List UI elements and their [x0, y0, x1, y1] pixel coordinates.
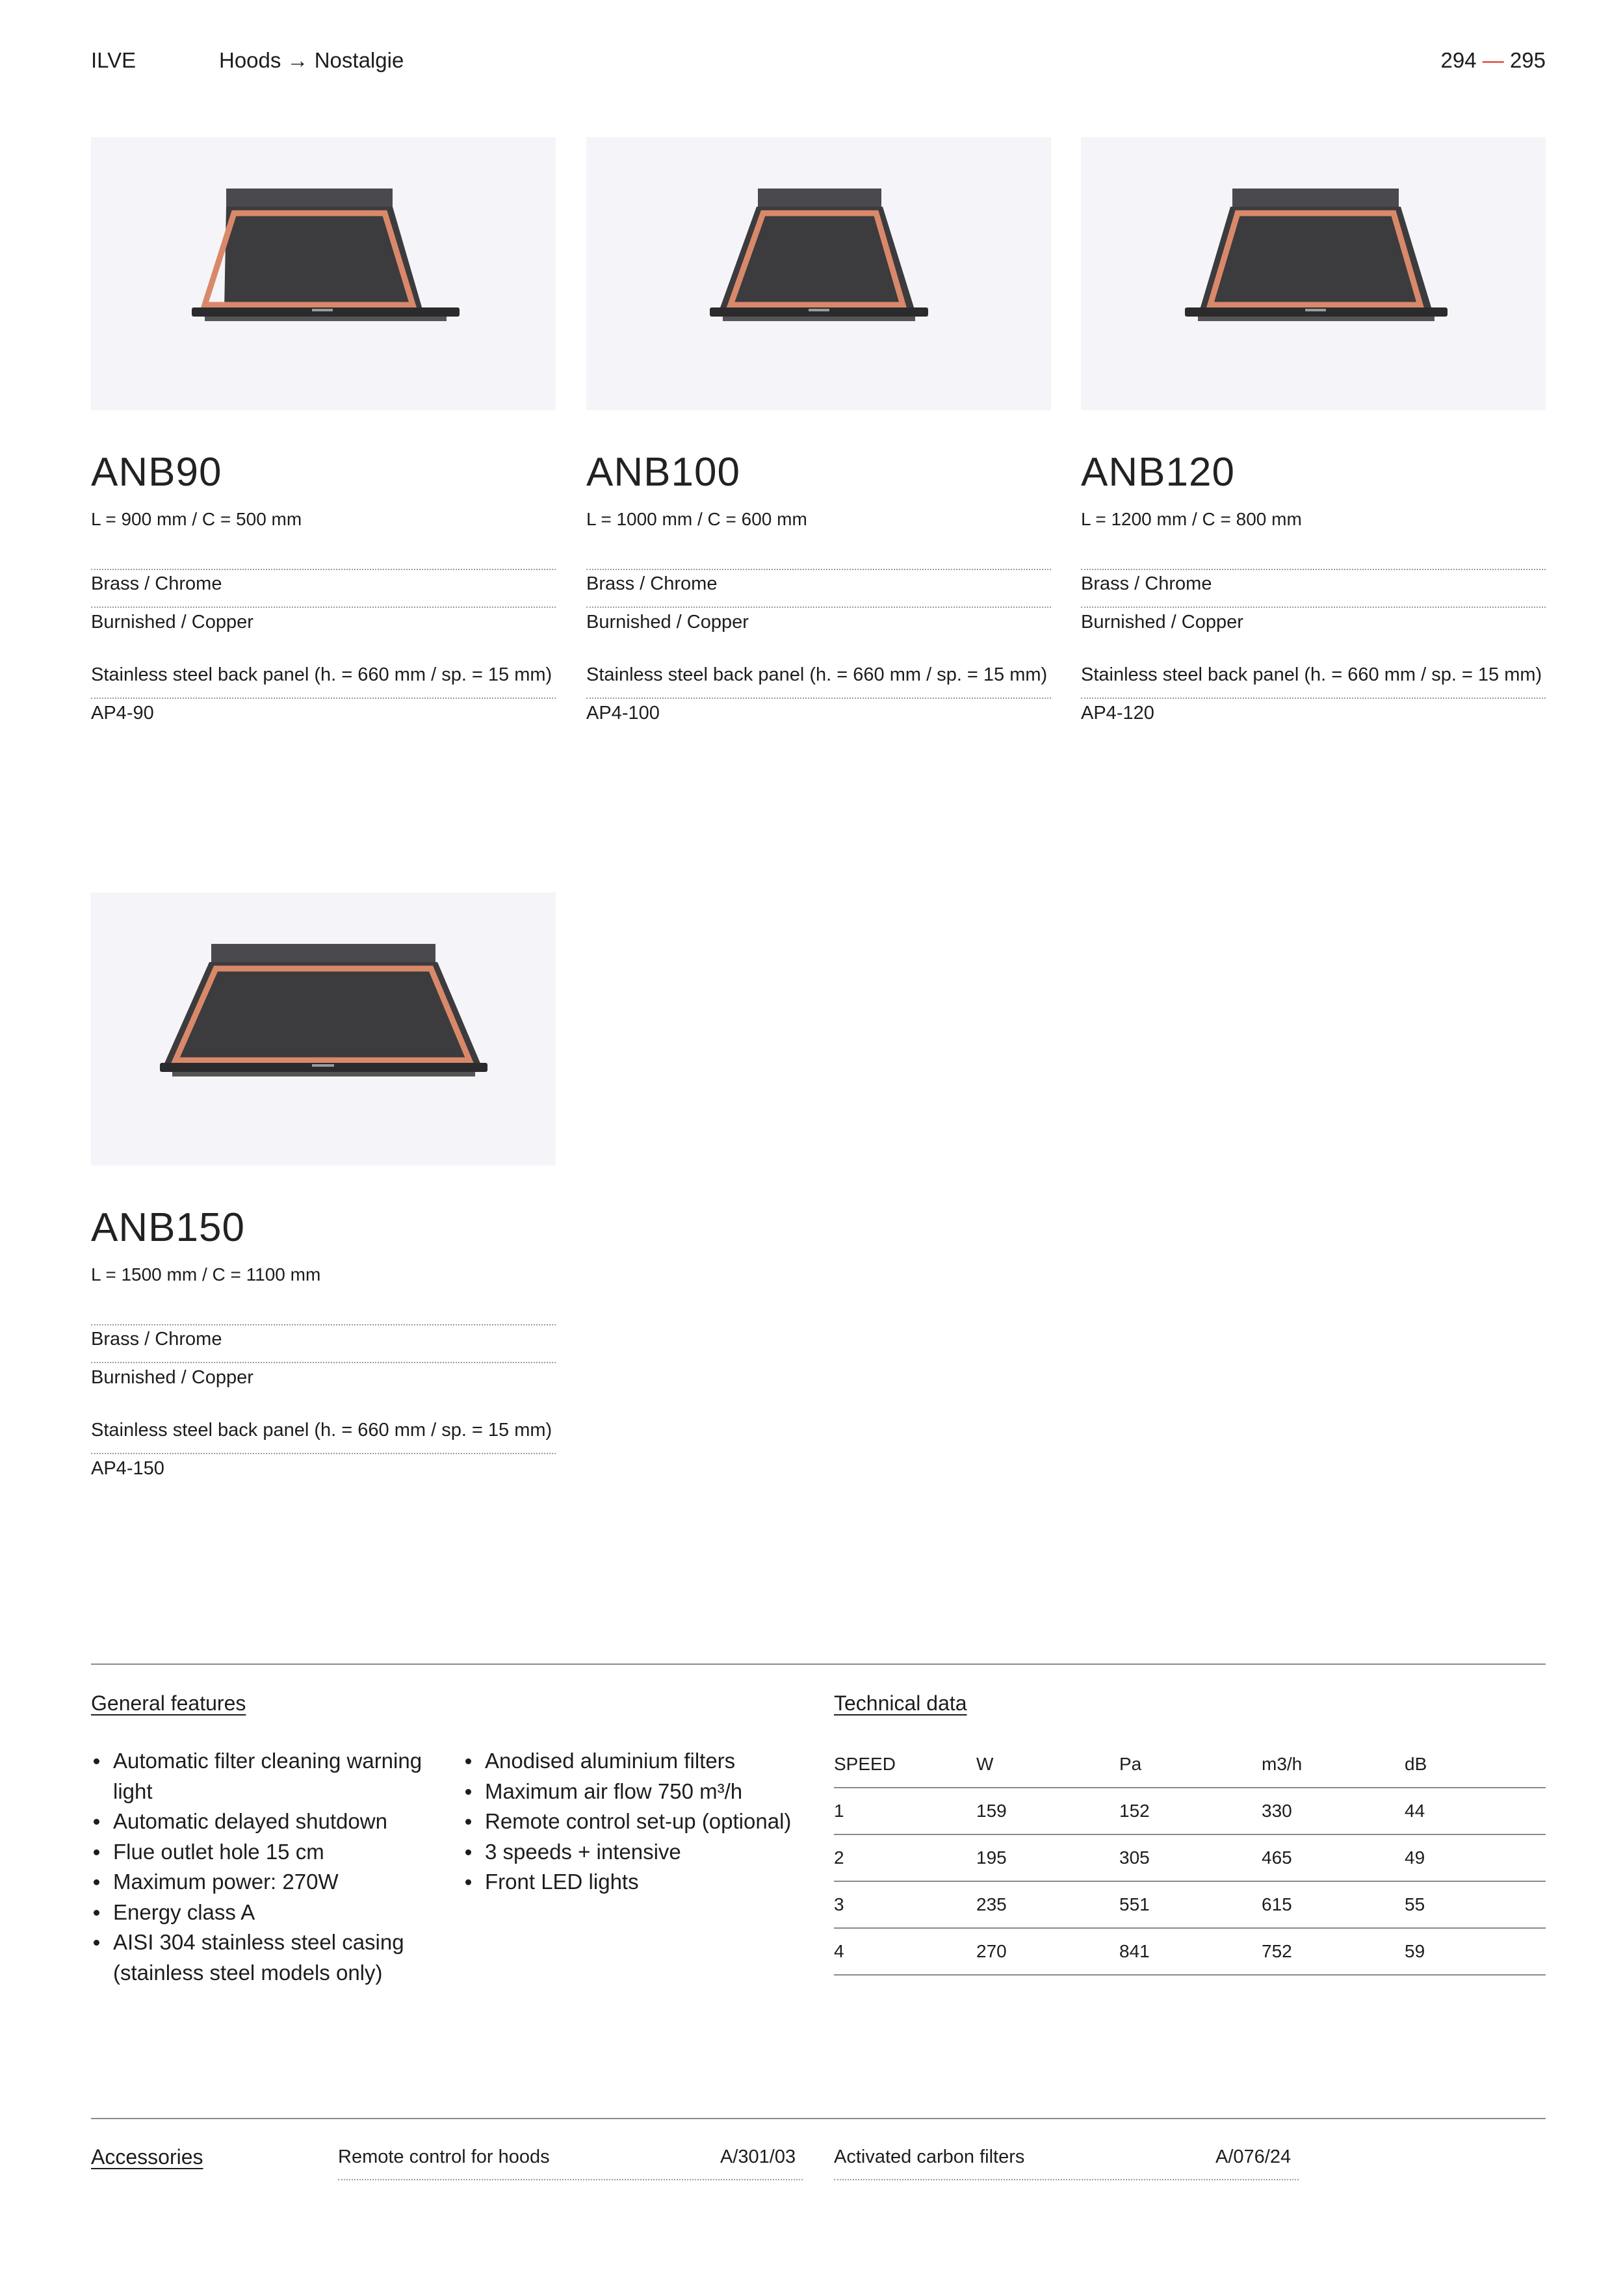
back-panel-label: Stainless steel back panel (h. = 660 mm / sp. = 15 mm)	[91, 664, 552, 685]
feature-item: Maximum air flow 750 m³/h	[485, 1777, 849, 1807]
feature-item: Automatic delayed shutdown	[113, 1807, 451, 1837]
table-cell: 49	[1405, 1834, 1546, 1881]
divider	[338, 2179, 803, 2180]
table-cell: 55	[1405, 1881, 1546, 1928]
finish-option: Brass / Chrome	[91, 1329, 222, 1350]
range-hood-illustration	[586, 137, 1051, 410]
model-name: ANB90	[91, 450, 222, 495]
finish-option: Brass / Chrome	[586, 573, 718, 594]
finish-option: Burnished / Copper	[91, 612, 253, 633]
divider	[586, 607, 1051, 608]
features-list-col1	[91, 1746, 451, 1988]
divider	[1081, 698, 1546, 699]
feature-item: AISI 304 stainless steel casing (stainless steel models only)	[113, 1927, 451, 1988]
table-cell: 44	[1405, 1788, 1546, 1834]
col-header-w: W	[976, 1742, 1119, 1788]
section-divider	[91, 1663, 1546, 1665]
back-panel-code: AP4-100	[586, 703, 660, 724]
table-cell: 235	[976, 1881, 1119, 1928]
table-cell: 305	[1119, 1834, 1262, 1881]
table-cell: 615	[1262, 1881, 1405, 1928]
feature-item: Energy class A	[113, 1898, 451, 1928]
divider	[91, 1324, 556, 1325]
model-dimensions: L = 1000 mm / C = 600 mm	[586, 509, 807, 529]
page-number-dash: —	[1482, 48, 1504, 72]
page-number-right: 295	[1509, 48, 1546, 72]
section-divider	[91, 2118, 1546, 2119]
feature-item: Remote control set-up (optional)	[485, 1807, 849, 1837]
table-cell: 2	[834, 1834, 976, 1881]
divider	[834, 2179, 1299, 2180]
col-header-speed: SPEED	[834, 1742, 976, 1788]
finish-option: Burnished / Copper	[1081, 612, 1243, 633]
divider	[91, 1453, 556, 1454]
feature-item: Maximum power: 270W	[113, 1867, 451, 1898]
table-cell: 551	[1119, 1881, 1262, 1928]
breadcrumb[interactable]: Hoods → Nostalgie	[219, 48, 404, 72]
model-name: ANB150	[91, 1205, 245, 1250]
col-header-pa: Pa	[1119, 1742, 1262, 1788]
divider	[91, 569, 556, 570]
back-panel-label: Stainless steel back panel (h. = 660 mm / sp. = 15 mm)	[586, 664, 1048, 685]
table-cell: 1	[834, 1788, 976, 1834]
finish-option: Brass / Chrome	[91, 573, 222, 594]
feature-item: Front LED lights	[485, 1867, 849, 1898]
divider	[1081, 569, 1546, 570]
back-panel-code: AP4-150	[91, 1458, 164, 1479]
product-image	[586, 137, 1051, 410]
feature-item: Flue outlet hole 15 cm	[113, 1837, 451, 1868]
back-panel-label: Stainless steel back panel (h. = 660 mm / sp. = 15 mm)	[91, 1420, 552, 1441]
feature-item: Automatic filter cleaning warning light	[113, 1746, 451, 1807]
accessories-title: Accessories	[91, 2145, 203, 2169]
table-cell: 465	[1262, 1834, 1405, 1881]
accessory-code: A/301/03	[720, 2146, 796, 2167]
finish-option: Brass / Chrome	[1081, 573, 1212, 594]
accessory-name: Remote control for hoods	[338, 2146, 550, 2167]
table-row	[834, 1834, 1546, 1881]
page-numbers	[1441, 46, 1546, 75]
back-panel-code: AP4-90	[91, 703, 154, 724]
brand-name: ILVE	[91, 48, 136, 72]
table-row	[834, 1788, 1546, 1834]
finish-option: Burnished / Copper	[91, 1367, 253, 1388]
table-cell: 270	[976, 1928, 1119, 1975]
divider	[91, 1362, 556, 1363]
product-image	[91, 137, 556, 410]
table-cell: 3	[834, 1881, 976, 1928]
back-panel-label: Stainless steel back panel (h. = 660 mm / sp. = 15 mm)	[1081, 664, 1542, 685]
model-name: ANB120	[1081, 450, 1235, 495]
range-hood-illustration	[91, 893, 556, 1166]
accessory-code: A/076/24	[1215, 2146, 1292, 2167]
table-header-row	[834, 1742, 1546, 1788]
model-name: ANB100	[586, 450, 740, 495]
product-image	[1081, 137, 1546, 410]
range-hood-illustration	[91, 137, 556, 410]
general-features-title: General features	[91, 1691, 246, 1715]
model-dimensions: L = 1200 mm / C = 800 mm	[1081, 509, 1302, 529]
table-cell: 752	[1262, 1928, 1405, 1975]
divider	[586, 569, 1051, 570]
table-cell: 195	[976, 1834, 1119, 1881]
features-list-col2	[463, 1746, 849, 1898]
accessory-name: Activated carbon filters	[834, 2146, 1025, 2167]
finish-option: Burnished / Copper	[586, 612, 749, 633]
divider	[586, 698, 1051, 699]
feature-item: 3 speeds + intensive	[485, 1837, 849, 1868]
table-cell: 159	[976, 1788, 1119, 1834]
feature-item: Anodised aluminium filters	[485, 1746, 849, 1777]
product-image	[91, 893, 556, 1166]
divider	[91, 698, 556, 699]
model-dimensions: L = 1500 mm / C = 1100 mm	[91, 1264, 321, 1285]
divider	[91, 607, 556, 608]
page-number-left: 294	[1440, 48, 1477, 72]
col-header-db: dB	[1405, 1742, 1546, 1788]
table-cell: 4	[834, 1928, 976, 1975]
table-cell: 841	[1119, 1928, 1262, 1975]
technical-data-title: Technical data	[834, 1691, 967, 1715]
table-cell: 59	[1405, 1928, 1546, 1975]
table-row	[834, 1928, 1546, 1975]
table-row	[834, 1881, 1546, 1928]
table-cell: 152	[1119, 1788, 1262, 1834]
table-cell: 330	[1262, 1788, 1405, 1834]
back-panel-code: AP4-120	[1081, 703, 1154, 724]
technical-data-table	[834, 1742, 1546, 1976]
range-hood-illustration	[1081, 137, 1546, 410]
divider	[1081, 607, 1546, 608]
col-header-m3h: m3/h	[1262, 1742, 1405, 1788]
model-dimensions: L = 900 mm / C = 500 mm	[91, 509, 302, 529]
